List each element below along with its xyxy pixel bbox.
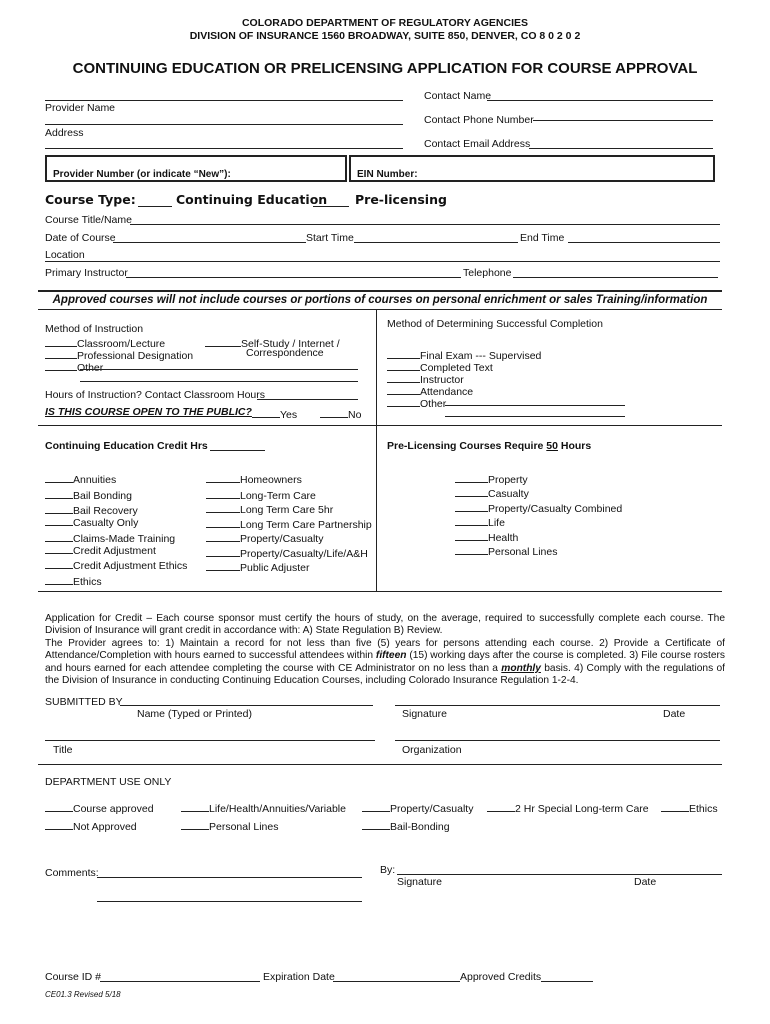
method-correspondence: Correspondence — [246, 347, 324, 359]
title-line[interactable] — [45, 740, 375, 741]
end-time-line[interactable] — [568, 242, 720, 243]
method-item-classroom[interactable]: Classroom/Lecture — [45, 335, 165, 350]
primary-instructor-label: Primary Instructor — [45, 267, 128, 279]
completion-other-line-2[interactable] — [445, 416, 625, 417]
expiration-date-label: Expiration Date — [263, 971, 335, 983]
telephone-line[interactable] — [513, 277, 718, 278]
notice-text: Approved courses will not include courses or portions of courses on personal enrichment or sales Training/information — [52, 294, 708, 306]
provider-name-label: Provider Name — [45, 102, 116, 114]
date-of-course-line[interactable] — [113, 242, 306, 243]
comments-line-2[interactable] — [97, 901, 362, 902]
signature-line[interactable] — [395, 705, 720, 706]
prelic-item-casualty[interactable]: Casualty — [455, 485, 529, 500]
method-item-other[interactable]: Other — [45, 359, 103, 374]
notice-top-rule — [38, 290, 722, 292]
ce-credit-hours-line[interactable] — [210, 450, 265, 451]
form-title: CONTINUING EDUCATION OR PRELICENSING APPLICATION FOR COURSE APPROVAL — [72, 60, 698, 77]
contact-email-label: Contact Email Address — [424, 138, 531, 150]
prelic-item-life[interactable]: Life — [455, 514, 505, 529]
ce-item-ltc-5hr[interactable]: Long Term Care 5hr — [206, 501, 333, 516]
organization-label: Organization — [402, 744, 462, 756]
address-line[interactable] — [45, 124, 403, 125]
address-label: Address — [45, 127, 84, 139]
dept-life-health[interactable]: Life/Health/Annuities/Variable — [181, 800, 346, 815]
method-item-self-study[interactable]: Self-Study / Internet / — [205, 335, 340, 350]
ce-item-homeowners[interactable]: Homeowners — [206, 471, 302, 486]
completion-other-line[interactable] — [445, 405, 625, 406]
completion-text[interactable]: Completed Text — [387, 359, 493, 374]
public-no[interactable]: No — [320, 406, 361, 421]
course-id-label: Course ID # — [45, 971, 102, 983]
ce-item-credit-adjustment[interactable]: Credit Adjustment — [45, 542, 156, 557]
signature-label: Signature — [402, 708, 447, 720]
prelic-item-pc-combined[interactable]: Property/Casualty Combined — [455, 500, 622, 515]
approved-credits-label: Approved Credits — [460, 971, 542, 983]
dept-date-label: Date — [634, 876, 657, 888]
contact-phone-line[interactable] — [533, 120, 713, 121]
method-heading: Method of Instruction — [45, 323, 144, 335]
start-time-line[interactable] — [354, 242, 518, 243]
header-line-1: COLORADO DEPARTMENT OF REGULATORY AGENCIES — [241, 17, 529, 29]
ce-item-casualty-only[interactable]: Casualty Only — [45, 514, 138, 529]
contact-phone-label: Contact Phone Number — [424, 114, 534, 126]
ce-item-pc-life-ah[interactable]: Property/Casualty/Life/A&H — [206, 545, 368, 560]
date-of-course-label: Date of Course — [45, 232, 116, 244]
ce-option-label: Continuing Education — [176, 192, 328, 207]
dept-bail-bonding[interactable]: Bail-Bonding — [362, 818, 450, 833]
course-id-line[interactable] — [100, 981, 260, 982]
ce-credit-heading: Continuing Education Credit Hrs — [45, 440, 208, 452]
ce-item-credit-adj-ethics[interactable]: Credit Adjustment Ethics — [45, 557, 187, 572]
dept-2hr-ltc[interactable]: 2 Hr Special Long-term Care — [487, 800, 649, 815]
ce-check-line[interactable] — [138, 206, 172, 207]
submitted-by-label: SUBMITTED BY — [45, 696, 123, 708]
form-revision-footer: CE01.3 Revised 5/18 — [45, 990, 121, 999]
hours-of-instruction-line[interactable] — [257, 399, 358, 400]
paragraph-p1: Application for Credit – Each course sponsor must certify the hours of study, on the average, required to successfully complete each course. The Division of Insurance will grant credit in accordance with: A) State Regulation B) Review. — [45, 613, 725, 637]
expiration-date-line[interactable] — [333, 981, 460, 982]
header-line-2: DIVISION OF INSURANCE 1560 BROADWAY, SUITE 850, DENVER, CO 8 0 2 0 2 — [189, 30, 581, 42]
approved-credits-line[interactable] — [541, 981, 593, 982]
ce-item-ltc-partnership[interactable]: Long Term Care Partnership — [206, 516, 372, 531]
paragraph-p2: The Provider agrees to: 1) Maintain a record for not less than five (5) years for persons attending each course. 2) Provide a Certificate of Attendance/Completion with hours earned to successful attendees within fifteen (15) working days after the course is completed. 3) File course rosters and hours earned for each attendee completing the course with CE Administrator on no less than a monthly basis. 4) Comply with the regulations of the Division of Insurance in conducting Continuing Education Courses, including Colorado Insurance Regulation 1-2-4. — [45, 637, 725, 687]
vertical-divider — [376, 309, 377, 591]
course-type-label: Course Type: — [45, 192, 136, 207]
submitted-name-line[interactable] — [120, 705, 373, 706]
application-credit-paragraph — [45, 613, 725, 687]
address-line-2[interactable] — [45, 148, 403, 149]
notice-bottom-rule — [38, 309, 722, 310]
start-time-label: Start Time — [306, 232, 354, 244]
public-yes[interactable]: Yes — [252, 406, 297, 421]
dept-course-approved[interactable]: Course approved — [45, 800, 154, 815]
provider-name-line[interactable] — [45, 100, 403, 101]
pre-check-line[interactable] — [313, 206, 349, 207]
ce-item-claims-made[interactable]: Claims-Made Training — [45, 530, 175, 545]
comments-label: Comments: — [45, 867, 99, 879]
completion-attendance[interactable]: Attendance — [387, 383, 473, 398]
dept-ethics[interactable]: Ethics — [661, 800, 718, 815]
comments-line[interactable] — [97, 877, 362, 878]
hours-of-instruction-label: Hours of Instruction? Contact Classroom Hours — [45, 389, 266, 401]
date-label: Date — [663, 708, 686, 720]
dept-not-approved[interactable]: Not Approved — [45, 818, 137, 833]
public-question: IS THIS COURSE OPEN TO THE PUBLIC? — [45, 406, 252, 418]
prelic-heading: Pre-Licensing Courses Require 50 Hours — [387, 440, 592, 452]
provider-number-label: Provider Number (or indicate “New”): — [53, 169, 231, 180]
course-title-label: Course Title/Name — [45, 214, 132, 226]
method-extra-line[interactable] — [80, 381, 358, 382]
ce-item-long-term-care[interactable]: Long-Term Care — [206, 487, 316, 502]
ein-number-label: EIN Number: — [357, 169, 418, 180]
location-label: Location — [45, 249, 85, 261]
dept-property-casualty[interactable]: Property/Casualty — [362, 800, 473, 815]
prelic-item-property[interactable]: Property — [455, 471, 528, 486]
contact-name-label: Contact Name — [424, 90, 492, 102]
completion-instructor[interactable]: Instructor — [387, 371, 464, 386]
contact-email-line[interactable] — [529, 148, 713, 149]
section-rule-mid — [38, 425, 722, 426]
organization-line[interactable] — [395, 740, 720, 741]
course-title-line[interactable] — [130, 224, 720, 225]
completion-final-exam[interactable]: Final Exam --- Supervised — [387, 347, 541, 362]
dept-signature-label: Signature — [397, 876, 442, 888]
dept-use-heading: DEPARTMENT USE ONLY — [45, 776, 172, 788]
prelic-item-health[interactable]: Health — [455, 529, 518, 544]
ce-item-bail-bonding[interactable]: Bail Bonding — [45, 487, 132, 502]
ce-item-property-casualty[interactable]: Property/Casualty — [206, 530, 323, 545]
ce-item-public-adjuster[interactable]: Public Adjuster — [206, 559, 309, 574]
dept-personal-lines[interactable]: Personal Lines — [181, 818, 278, 833]
method-item-professional[interactable]: Professional Designation — [45, 347, 193, 362]
telephone-label: Telephone — [463, 267, 512, 279]
contact-name-line[interactable] — [487, 100, 713, 101]
method-other-line[interactable] — [80, 369, 358, 370]
ce-item-bail-recovery[interactable]: Bail Recovery — [45, 502, 138, 517]
dept-rule — [38, 764, 722, 765]
pre-option-label: Pre-licensing — [355, 192, 447, 207]
by-signature-line[interactable] — [397, 874, 722, 875]
completion-heading: Method of Determining Successful Completion — [387, 318, 603, 330]
completion-other[interactable]: Other — [387, 395, 446, 410]
by-label: By: — [380, 864, 396, 876]
ce-item-annuities[interactable]: Annuities — [45, 471, 116, 486]
section-rule-bottom — [38, 591, 722, 592]
prelic-item-personal-lines[interactable]: Personal Lines — [455, 543, 557, 558]
primary-instructor-line[interactable] — [126, 277, 461, 278]
ce-item-ethics[interactable]: Ethics — [45, 573, 102, 588]
title-label: Title — [53, 744, 73, 756]
name-typed-label: Name (Typed or Printed) — [137, 708, 252, 720]
location-line[interactable] — [45, 261, 720, 262]
end-time-label: End Time — [520, 232, 565, 244]
